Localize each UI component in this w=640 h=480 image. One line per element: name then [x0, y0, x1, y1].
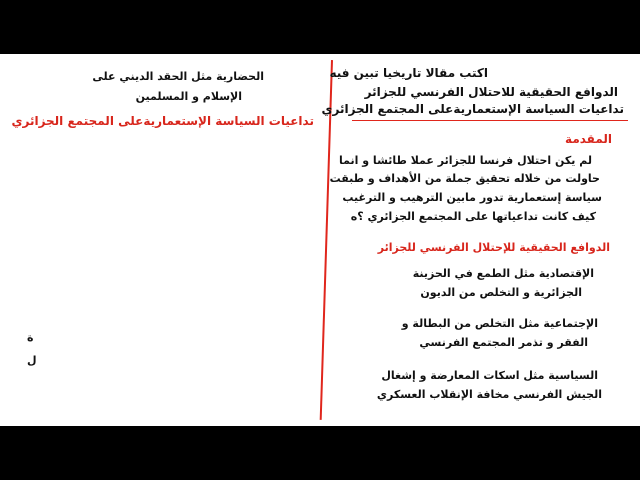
- motive-economic-line-1: الإقتصادية مثل الطمع في الحزينة: [412, 267, 594, 280]
- motives-heading: الدوافع الحقيقية للإحتلال الفرنسي للجزائر: [377, 241, 610, 254]
- intro-heading: المقدمة: [565, 132, 612, 146]
- left-line-1: الحضارية مثل الحقد الديني على: [92, 70, 264, 83]
- header-line-3: تداعيات السياسة الإستعماريةعلى المجتمع الجزائري: [321, 102, 624, 116]
- motive-economic-line-2: الجزائرية و التخلص من الديون: [420, 286, 582, 299]
- motive-social-line-2: الفقر و تذمر المجتمع الفرنسي: [419, 336, 588, 349]
- header-line-1: اكتب مقالا تاريخيا تبين فيه: [329, 66, 488, 80]
- motive-political-line-2: الجيش الفرنسي مخافة الإنقلاب العسكري: [376, 388, 602, 401]
- header-underline: [352, 120, 628, 121]
- left-line-2: الإسلام و المسلمين: [135, 90, 242, 103]
- left-edge-char-2: ل: [27, 354, 37, 367]
- intro-line-2: حاولت من خلاله تحقيق جملة من الأهداف و طبقت: [329, 172, 600, 185]
- document-page: [0, 54, 640, 426]
- intro-line-3: سياسة إستعمارية تدور مابين الترهيب و الترغيب: [342, 191, 602, 204]
- header-line-2: الدوافع الحقيقية للاحتلال الفرنسي للجزائر: [364, 85, 618, 99]
- intro-line-1: لم يكن احتلال فرنسا للجزائر عملا طائشا و انما: [339, 154, 592, 167]
- intro-line-4: كيف كانت تداعياتها على المجتمع الجزائري ؟ه: [350, 210, 596, 223]
- left-heading: تداعيات السياسة الإستعماريةعلى المجتمع الجزائري: [11, 114, 314, 128]
- motive-political-line-1: السياسية مثل اسكات المعارضة و إشغال: [381, 369, 598, 382]
- left-edge-char-1: ة: [27, 331, 34, 344]
- motive-social-line-1: الإجتماعية مثل التخلص من البطالة و: [401, 317, 598, 330]
